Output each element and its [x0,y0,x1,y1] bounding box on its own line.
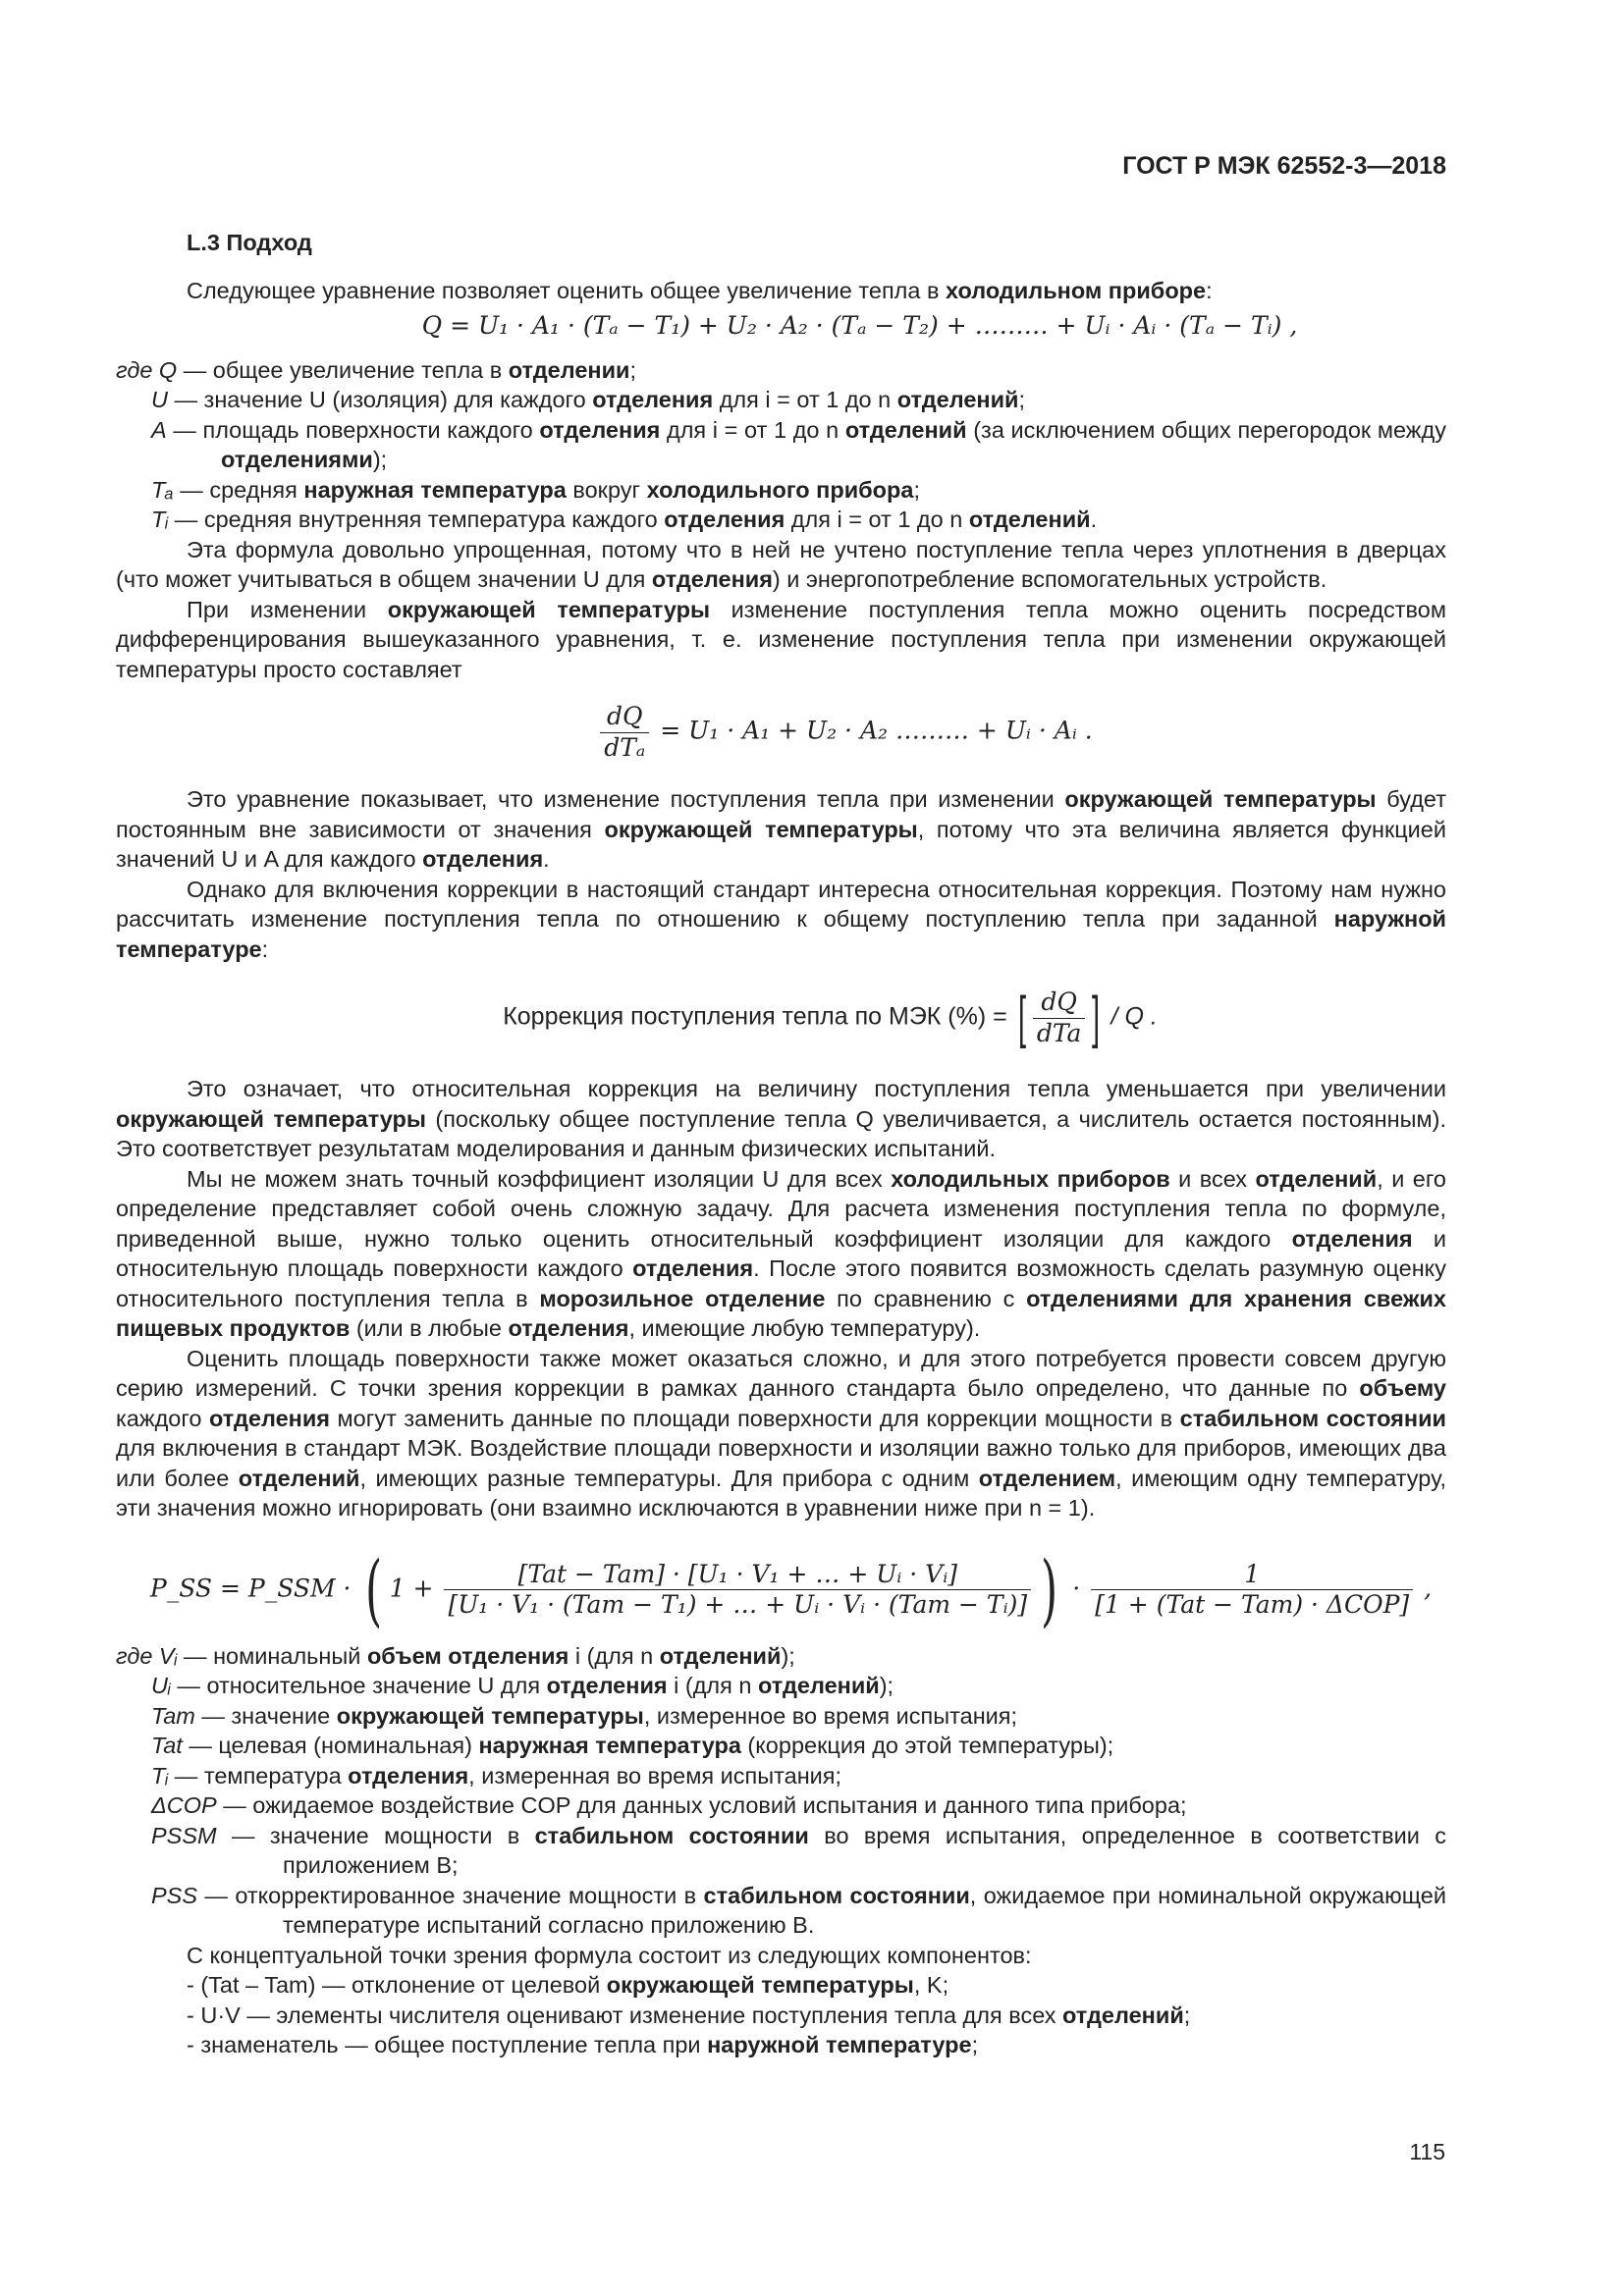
definition-u: U — значение U (изоляция) для каждого отделения для i = от 1 до n отделений; [151,387,1026,412]
formula-heat-gain: Q = U₁ · A₁ · (Tₐ − T₁) + U₂ · A₂ · (Tₐ − T₂) + ……… + Uᵢ · Aᵢ · (Tₐ − Tᵢ) , [421,311,1298,340]
list-item: - знаменатель — общее поступление тепла при наружной температуре; [187,2032,979,2057]
paragraph-8: Оценить площадь поверхности также может оказаться сложно, и для этого потребуется провести совсем другую серию измерений. С точки зрения коррекции в рамках данного стандарта было определено, что данные по объему каждого отделения могут заменить данные по площади поверхности для коррекции мощности в стабильном состоянии для включения в стандарт МЭК. Воздействие площади поверхности и изоляции важно только для приборов, имеющих два или более отделений, имеющих разные температуры. Для прибора с одним отделением, имеющим одну температуру, эти значения можно игнорировать (они взаимно исключаются в уравнении ниже при n = 1). [116,1345,1447,1521]
formula-power-correction: P_SS = P_SSM · ( 1 + $\frac{\text{[Tat − Tam] · [U₁ · V₁ + … + Uᵢ · Vᵢ]}}{\text{[U₁ · V₁ · (Tam − T₁) + … + Uᵢ · Vᵢ · (Tam − Tᵢ)]}}$ ) · $\frac{1}{\text{[1 + (Tat − Tam) · ΔCOP]}}$ , [149,1543,1433,1635]
paragraph-4: Это уравнение показывает, что изменение поступления тепла при изменении окружающей температуры будет постоянным вне зависимости от значения окружающей температуры, потому что эта величина является функцией значений U и A для каждого отделения. [116,786,1447,872]
list-item: - U·V — элементы числителя оценивают изменение поступления тепла для всех отделений; [187,2002,1191,2028]
page-number: 115 [1409,2139,1445,2164]
outer-fraction: $\frac{1}{\text{[1 + (Tat − Tam) · ΔCOP]}}$ [1091,1560,1413,1621]
definition-ui: Uᵢ — относительное значение U для отделения i (для n отделений); [151,1673,894,1698]
definition-pss: PSS — откорректированное значение мощности в стабильном состоянии, ожидаемое при номинальной окружающей температуре испытаний согласно приложению B. [151,1882,1446,1938]
paragraph-7: Мы не можем знать точный коэффициент изоляции U для всех холодильных приборов и всех отделений, и его определение представляет собой очень сложную задачу. Для расчета изменения поступления тепла по формуле, приведенной выше, нужно только оценить относительный коэффициент изоляции для каждого отделения и относительную площадь поверхности каждого отделения. После этого появится возможность сделать разумную оценку относительного поступления тепла в морозильное отделение по сравнению с отделениями для хранения свежих пищевых продуктов (или в любые отделения, имеющие любую температуру). [116,1165,1447,1341]
paragraph-3: При изменении окружающей температуры изменение поступления тепла можно оценить посредством дифференцирования вышеуказанного уравнения, т. е. изменение поступления тепла при изменении окружающей температуры просто составляет [116,596,1446,682]
definition-ti-2: Tᵢ — температура отделения, измеренная во время испытания; [151,1762,842,1789]
list-item: - (Tat – Tam) — отклонение от целевой окружающей температуры, K; [187,1972,949,1998]
definition-vi: где Vᵢ — номинальный объем отделения i (для n отделений); [116,1642,795,1669]
page-body [116,228,1446,2060]
paragraph-5: Однако для включения коррекции в настоящий стандарт интересна относительная коррекция. Поэтому нам нужно рассчитать изменение поступления тепла по отношению к общему поступлению тепла при заданной наружной температуре: [116,876,1446,962]
definition-q: где Q — общее увеличение тепла в отделении; [116,356,637,383]
paragraph-1: Следующее уравнение позволяет оценить общее увеличение тепла в холодильном приборе: [187,277,1213,303]
definition-ti: Tᵢ — средняя внутренняя температура каждого отделения для i = от 1 до n отделений. [151,507,1098,532]
formula-correction: Коррекция поступления тепла по МЭК (%) = [ $\frac{dQ}{\text{dTa}}$ ] / Q . [503,986,1158,1049]
section-title: L.3 Подход [187,230,312,255]
definition-tat: Tat — целевая (номинальная) наружная температура (коррекция до этой температуры); [151,1733,1114,1758]
formula-derivative: $\frac{dQ}{\text{dTₐ}}$ = U₁ · A₁ + U₂ · A₂ ……… + Uᵢ · Aᵢ . [116,702,1446,763]
paragraph-9: С концептуальной точки зрения формула состоит из следующих компонентов: [187,1942,1032,1968]
document-header: ГОСТ Р МЭК 62552-3—2018 [1122,152,1446,180]
definition-ta: Tₐ — средняя наружная температура вокруг холодильного прибора; [151,476,920,503]
paragraph-6: Это означает, что относительная коррекция на величину поступления тепла уменьшается при увеличении окружающей температуры (поскольку общее поступление тепла Q увеличивается, а числитель остается постоянным). Это соответствует результатам моделирования и данным физических испытаний. [116,1076,1446,1161]
derivative-fraction: $\frac{dQ}{\text{dTₐ}}$ [600,702,649,763]
paragraph-2: Эта формула довольно упрощенная, потому что в ней не учтено поступление тепла через уплотнения в дверцах (что может учитываться в общем значении U для отделения) и энергопотребление вспомогательных устройств. [116,536,1446,592]
definition-a: A — площадь поверхности каждого отделения для i = от 1 до n отделений (за исключением общих перегородок между отделениями); [151,416,1446,472]
definition-pssm: PSSM — значение мощности в стабильном состоянии во время испытания, определенное в соответствии с приложением B; [151,1822,1446,1878]
inner-fraction: $\frac{\text{[Tat − Tam] · [U₁ · V₁ + … + Uᵢ · Vᵢ]}}{\text{[U₁ · V₁ · (Tam − T₁) + … + Uᵢ · Vᵢ · (Tam − Tᵢ)]}}$ [444,1560,1031,1621]
definition-tam: Tam — значение окружающей температуры, измеренное во время испытания; [151,1702,1018,1729]
definition-delta-cop: ΔCOP — ожидаемое воздействие COP для данных условий испытания и данного типа прибора; [151,1792,1187,1818]
